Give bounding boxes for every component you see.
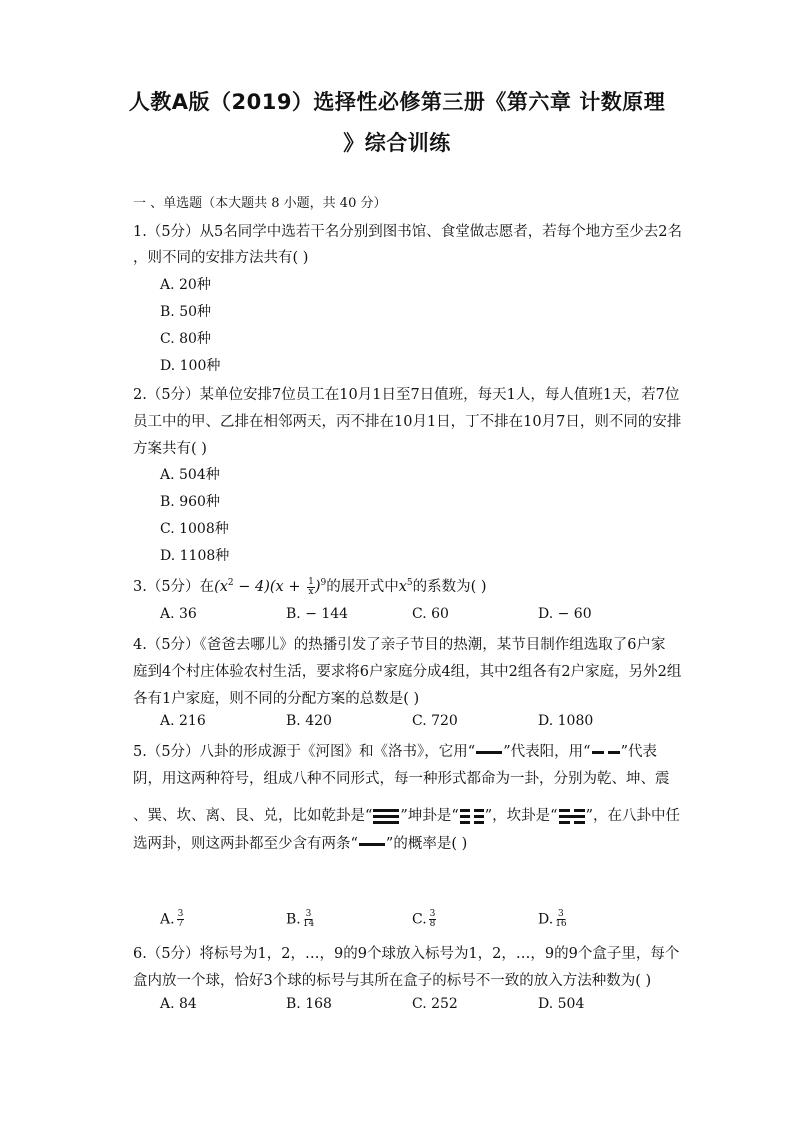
q2-stem-line2: 员工中的甲、乙排在相邻两天，丙不排在10月1日，丁不排在10月7日，则不同的安排	[133, 414, 682, 430]
yang-line-icon	[476, 751, 502, 754]
kan-trigram-icon	[559, 809, 585, 824]
q3-exp5: 5	[406, 578, 413, 589]
q3-frac-den: x	[308, 586, 314, 597]
document-title-line2: 》综合训练	[343, 131, 451, 155]
q3-expr-b: − 4)(x +	[233, 579, 306, 595]
q4-option-d: D. 1080	[538, 713, 594, 729]
q2-option-a: A. 504种	[160, 467, 220, 483]
q5-text-3d: ”，在八卦中任	[585, 808, 680, 824]
q1-option-c: C. 80种	[160, 331, 211, 347]
q3-expr-a: (x	[214, 579, 228, 595]
q6-option-a: A. 84	[160, 996, 197, 1012]
qian-trigram-icon	[373, 809, 399, 824]
q5-stem-line3	[133, 804, 680, 825]
q5-option-c: C. $\frac{3}{8}$	[412, 909, 436, 929]
q5-text-1a: 5.（5分）八卦的形成源于《河图》和《洛书》，它用“	[133, 744, 476, 760]
q5-text-3c: ”，坎卦是“	[484, 808, 558, 824]
document-title-line1: 人教A版（2019）选择性必修第三册《第六章 计数原理	[128, 90, 666, 114]
q3-x: x	[398, 579, 407, 595]
q4-stem-line1: 4.（5分）《爸爸去哪儿》的热播引发了亲子节目的热潮，某节目制作组选取了6户家	[133, 637, 666, 653]
q6-option-b: B. 168	[286, 996, 332, 1012]
q3-suffix: 的系数为( )	[412, 579, 487, 595]
q6-stem-line1: 6.（5分）将标号为1，2，…，9的9个球放入标号为1，2，…，9的9个盒子里，每个	[133, 946, 680, 962]
q5-option-a: A. $\frac{3}{7}$	[160, 909, 184, 929]
section-heading: 一 、单选题（本大题共 8 小题，共 40 分）	[133, 196, 387, 211]
q3-option-d: D. − 60	[538, 606, 592, 622]
q5-stem-line2: 阴，用这两种符号，组成八种不同形式，每一种形式都命为一卦，分别为乾、坤、震	[133, 771, 670, 787]
q5-stem-line4	[133, 832, 467, 853]
q5-text-1c: ”代表	[620, 744, 657, 760]
q5-text-1b: ”代表阳，用“	[503, 744, 591, 760]
q3-stem	[133, 575, 487, 597]
q4-stem-line3: 各有1户家庭，则不同的分配方案的总数是( )	[133, 691, 420, 707]
q3-mid: 的展开式中	[326, 579, 399, 595]
q3-option-c: C. 60	[412, 606, 449, 622]
q1-stem-line2: ，则不同的安排方法共有( )	[133, 250, 309, 266]
q5-text-4a: 选两卦，则这两卦都至少含有两条“	[133, 836, 358, 852]
q3-prefix: 3.（5分）在	[133, 579, 215, 595]
q5-option-d: D. $\frac{3}{16}$	[538, 909, 567, 929]
yang-line-icon	[359, 843, 385, 846]
q3-exp2: 2	[227, 578, 234, 589]
q2-option-d: D. 1108种	[160, 548, 230, 564]
q2-option-b: B. 960种	[160, 494, 220, 510]
q1-option-b: B. 50种	[160, 304, 212, 320]
q2-stem-line1: 2.（5分）某单位安排7位员工在10月1日至7日值班，每天1人，每人值班1天，若7位	[133, 387, 680, 403]
q4-option-b: B. 420	[286, 713, 332, 729]
yin-line-icon	[592, 751, 620, 754]
q3-frac-num: 1	[308, 576, 314, 587]
q2-option-c: C. 1008种	[160, 521, 229, 537]
q6-stem-line2: 盒内放一个球，恰好3个球的标号与其所在盒子的标号不一致的放入方法种数为( )	[133, 973, 652, 989]
q1-option-d: D. 100种	[160, 358, 221, 374]
q5-text-3b: ”坤卦是“	[400, 808, 459, 824]
q6-option-c: C. 252	[412, 996, 458, 1012]
q5-option-b: B. $\frac{3}{14}$	[286, 909, 315, 929]
q3-expr-c: )	[314, 579, 321, 595]
q6-option-d: D. 504	[538, 996, 585, 1012]
kun-trigram-icon	[460, 809, 484, 824]
q3-exp9: 9	[320, 578, 327, 589]
q4-option-c: C. 720	[412, 713, 458, 729]
q3-fraction	[307, 578, 315, 597]
q5-text-3a: 、巽、坎、离、艮、兑，比如乾卦是“	[133, 808, 373, 824]
q1-stem-line1: 1.（5分）从5名同学中选若干名分别到图书馆、食堂做志愿者，若每个地方至少去2名	[133, 224, 683, 240]
q5-stem-line1	[133, 740, 657, 761]
q4-option-a: A. 216	[160, 713, 206, 729]
q4-stem-line2: 庭到4个村庄体验农村生活，要求将6户家庭分成4组，其中2组各有2户家庭，另外2组	[133, 664, 682, 680]
q5-text-4b: ”的概率是( )	[385, 836, 468, 852]
q1-option-a: A. 20种	[160, 277, 211, 293]
q3-option-a: A. 36	[160, 606, 197, 622]
q2-stem-line3: 方案共有( )	[133, 441, 207, 457]
q3-option-b: B. − 144	[286, 606, 349, 622]
